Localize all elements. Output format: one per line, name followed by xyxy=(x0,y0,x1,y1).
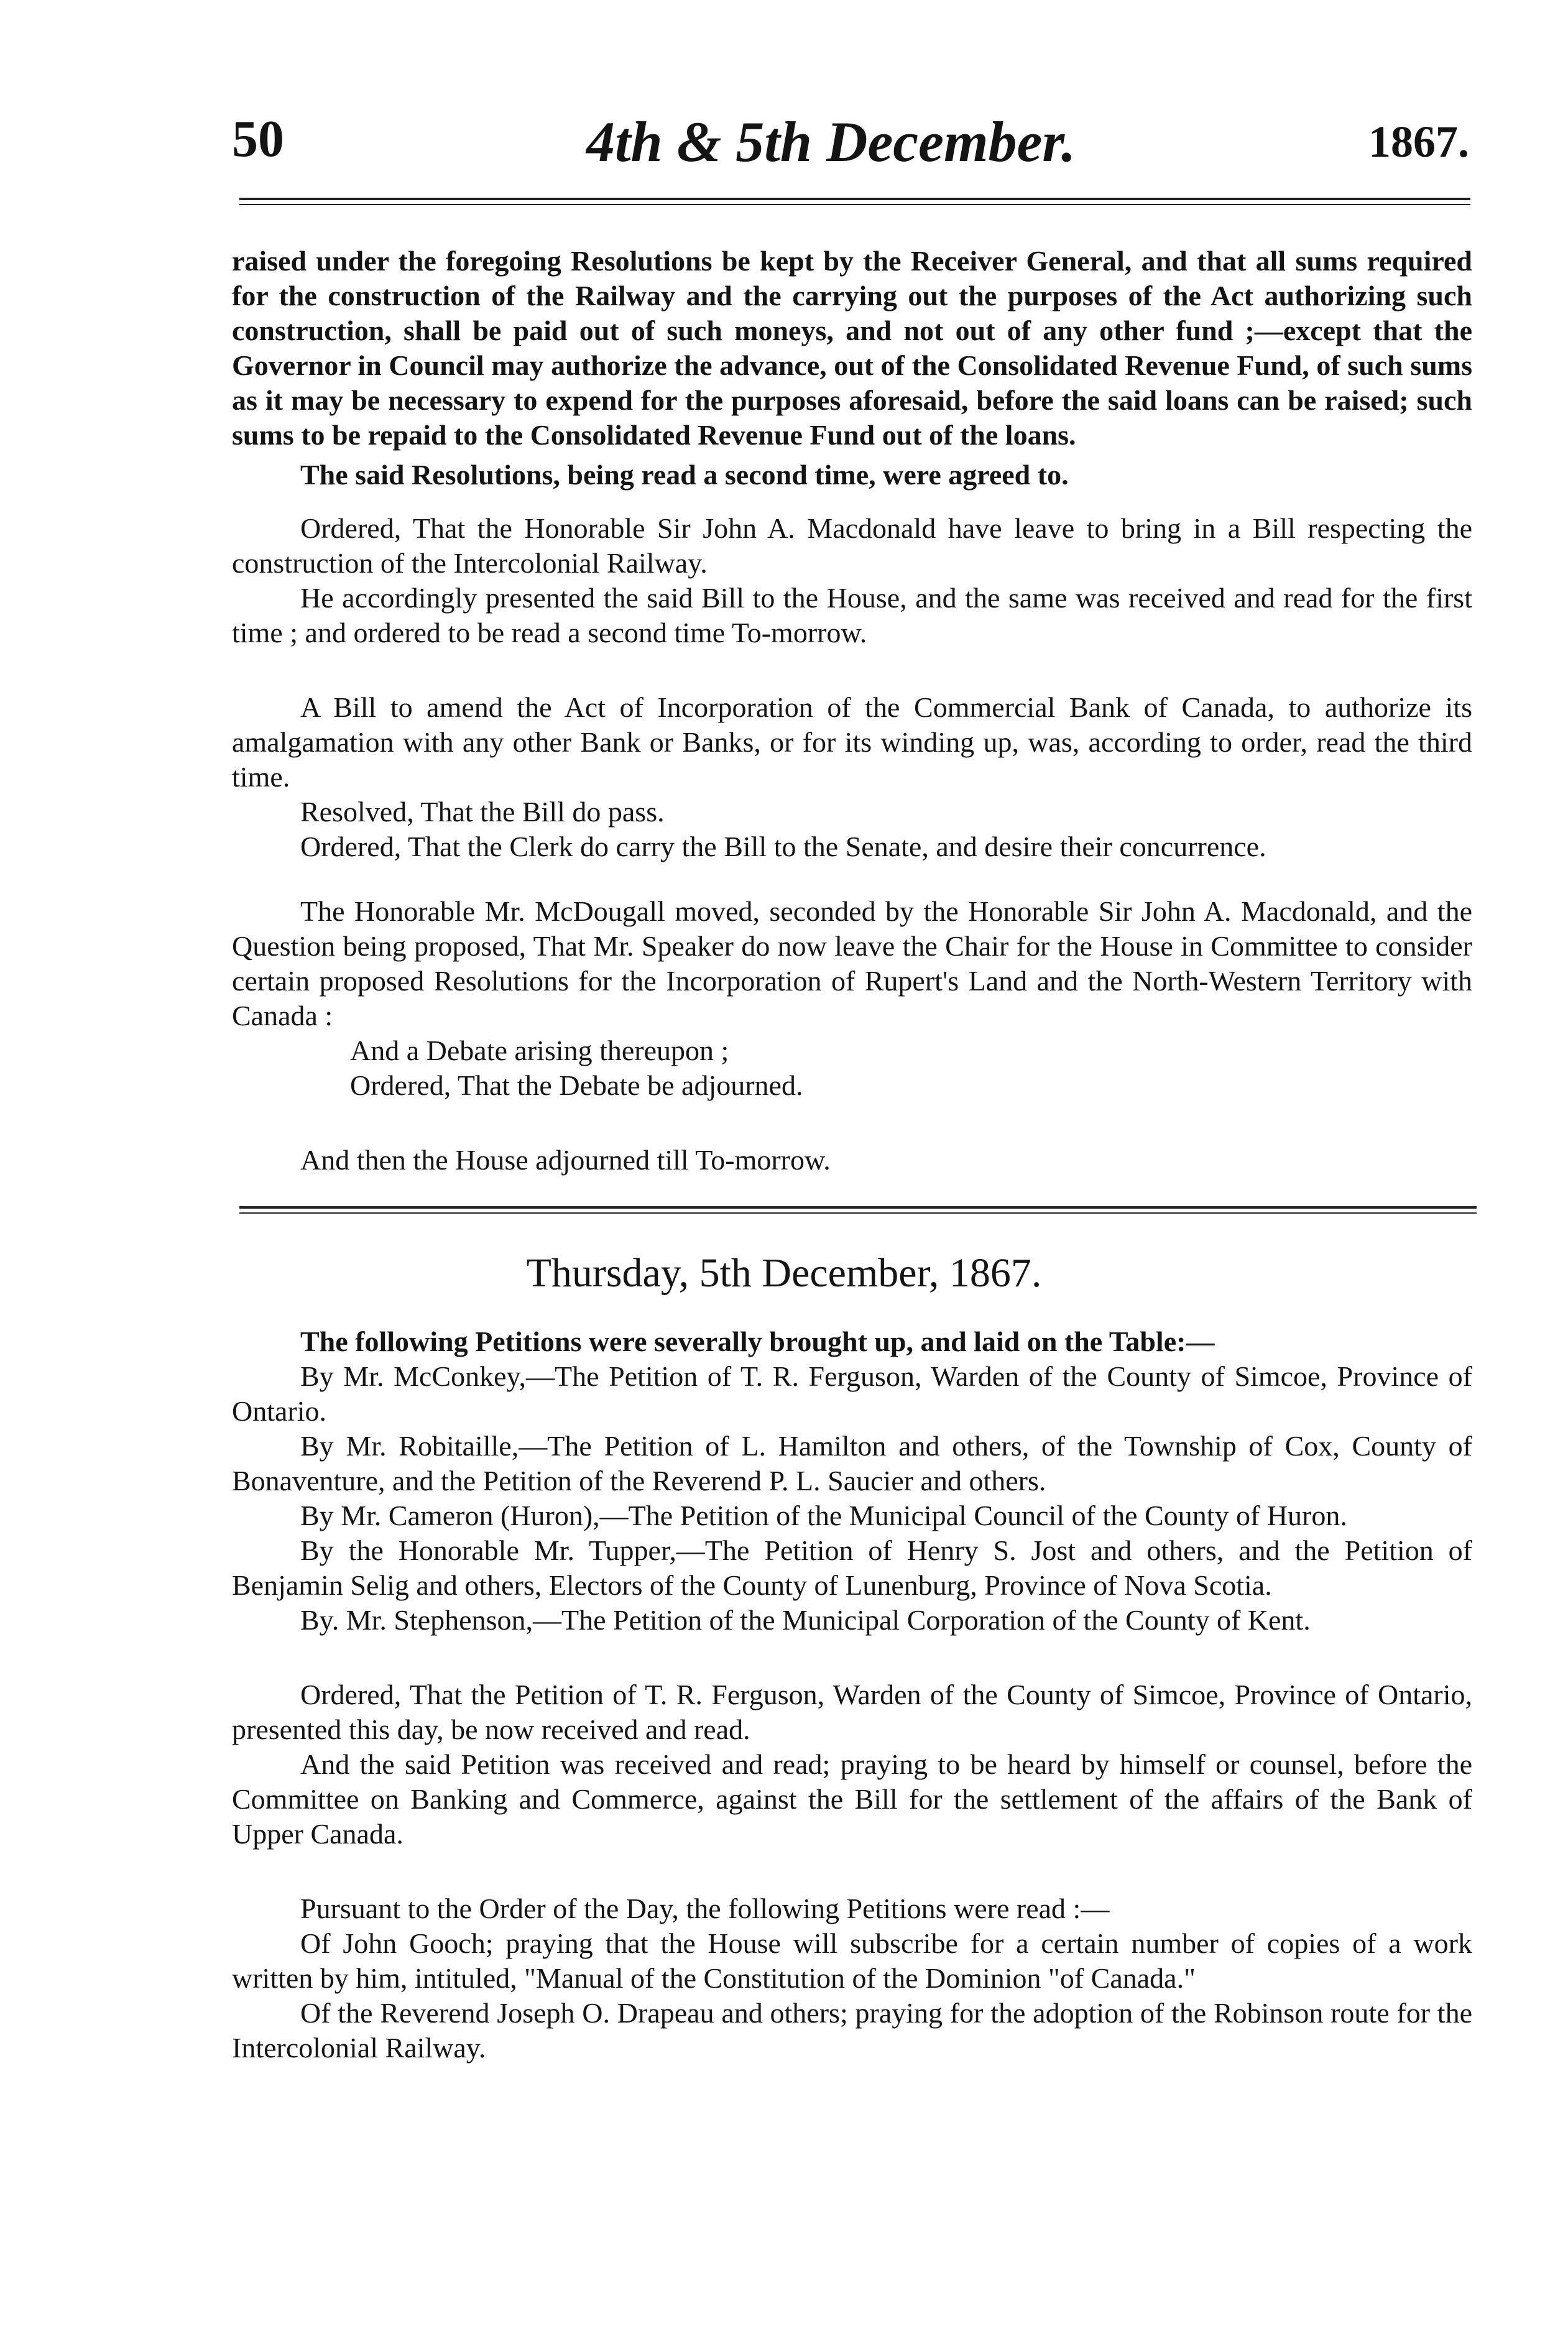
paragraph: By Mr. Cameron (Huron),—The Petition of the Municipal Council of the County of Huron. xyxy=(300,1500,1347,1531)
paragraph: Of John Gooch; praying that the House will subscribe for a certain number of copies of a work written by him, intituled, "Manual of the Constitution of the Dominion "of Canada." xyxy=(232,1927,1472,1994)
paragraph: raised under the foregoing Resolutions be kept by the Receiver General, and that all sums required for the construction of the Railway and the carrying out the purposes of the Act authorizing such construction, shall be paid out of such moneys, and not out of any other fund ;—except that the Governor in Council may authorize the advance, out of the Consolidated Revenue Fund, of such sums as it may be necessary to expend for the purposes aforesaid, before the said loans can be raised; such sums to be repaid to the Consolidated Revenue Fund out of the loans. xyxy=(232,245,1472,451)
paragraph: By the Honorable Mr. Tupper,—The Petition of Henry S. Jost and others, and the Petition of Benjamin Selig and others, Electors of the County of Lunenburg, Province of Nova Scotia. xyxy=(232,1534,1472,1601)
paragraph: By Mr. McConkey,—The Petition of T. R. Ferguson, Warden of the County of Simcoe, Province of Ontario. xyxy=(232,1360,1472,1427)
header-rule xyxy=(239,198,1470,205)
paragraph: The following Petitions were severally brought up, and laid on the Table:— xyxy=(300,1326,1215,1357)
paragraph: Ordered, That the Debate be adjourned. xyxy=(350,1069,803,1101)
paragraph: The said Resolutions, being read a second time, were agreed to. xyxy=(300,459,1069,491)
paragraph: Resolved, That the Bill do pass. xyxy=(300,796,665,828)
paragraph: Ordered, That the Clerk do carry the Bill to the Senate, and desire their concurrence. xyxy=(300,831,1266,862)
paragraph: And then the House adjourned till To-morrow. xyxy=(300,1144,831,1176)
paragraph: Of the Reverend Joseph O. Drapeau and others; praying for the adoption of the Robinson route for the Intercolonial Railway. xyxy=(232,1997,1472,2064)
paragraph: And the said Petition was received and read; praying to be heard by himself or counsel, before the Committee on Banking and Commerce, against the Bill for the settlement of the affairs of the Bank of Upper Canada. xyxy=(232,1748,1472,1850)
paragraph: By Mr. Robitaille,—The Petition of L. Hamilton and others, of the Township of Cox, County of Bonaventure, and the Petition of the Reverend P. L. Saucier and others. xyxy=(232,1430,1472,1497)
section-dec-4 xyxy=(232,244,1472,1178)
header-year: 1867. xyxy=(1368,117,1469,167)
paragraph: A Bill to amend the Act of Incorporation of the Commercial Bank of Canada, to authorize its amalgamation with any other Bank or Banks, or for its winding up, was, according to order, read the third time. xyxy=(232,691,1472,793)
paragraph: Ordered, That the Petition of T. R. Ferguson, Warden of the County of Simcoe, Province of Ontario, presented this day, be now received and read. xyxy=(232,1679,1472,1745)
page-number: 50 xyxy=(232,110,284,168)
page-header xyxy=(232,109,1469,177)
paragraph: He accordingly presented the said Bill to the House, and the same was received and read for the first time ; and ordered to be read a second time To-morrow. xyxy=(232,582,1472,648)
paragraph: Ordered, That the Honorable Sir John A. Macdonald have leave to bring in a Bill respecting the construction of the Intercolonial Railway. xyxy=(232,512,1472,579)
paragraph: Pursuant to the Order of the Day, the following Petitions were read :— xyxy=(300,1893,1110,1924)
section-divider xyxy=(239,1206,1477,1214)
paragraph: The Honorable Mr. McDougall moved, seconded by the Honorable Sir John A. Macdonald, and the Question being proposed, That Mr. Speaker do now leave the Chair for the House in Committee to consider certain proposed Resolutions for the Incorporation of Rupert's Land and the North-Western Territory with Canada : xyxy=(232,895,1472,1031)
section-dec-5 xyxy=(232,1324,1472,2065)
paragraph: By. Mr. Stephenson,—The Petition of the Municipal Corporation of the County of Kent. xyxy=(300,1604,1311,1636)
paragraph: And a Debate arising thereupon ; xyxy=(350,1035,729,1066)
running-title: 4th & 5th December. xyxy=(586,110,1076,173)
day-heading: Thursday, 5th December, 1867. xyxy=(526,1250,1042,1296)
